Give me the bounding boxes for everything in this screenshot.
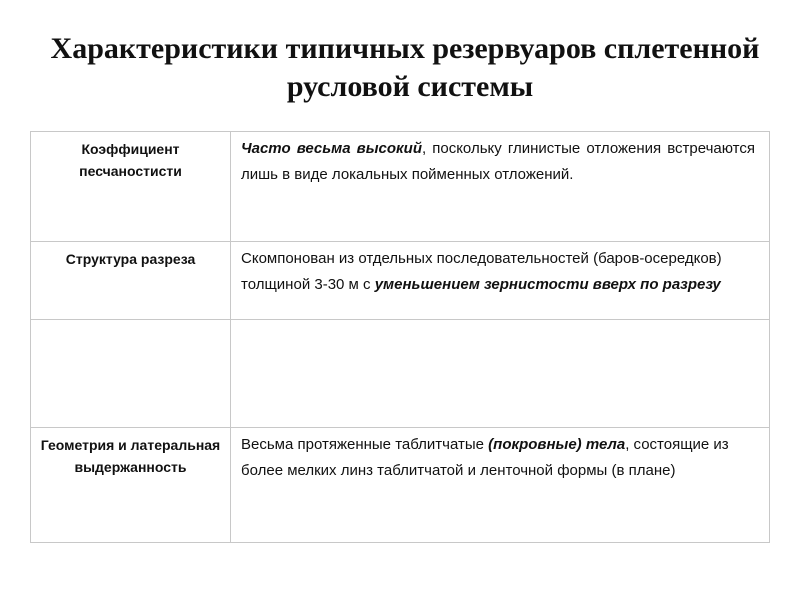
title-line-1: Характеристики типичных резервуаров сплетенной [50,32,760,65]
title-line-2: русловой системы [286,70,534,103]
description-text: Скомпонован из отдельных последовательностей (баров-осередков) толщиной 3-30 м с [241,250,722,293]
row-description [231,320,769,324]
row-label-cell [31,428,231,543]
row-description-cell [231,132,770,242]
table-row [31,428,770,543]
row-label: Коэффициент песчаностисти [79,141,182,179]
description-text: , поскольку глинистые отложения встречаются лишь в виде локальных пойменных отложений. [241,140,755,183]
row-description-cell [231,242,770,320]
row-label [31,320,230,326]
emphasis-text: Часто весьма высокий [241,140,422,157]
emphasis-text: (покровные) тела [488,436,626,453]
row-description-cell [231,320,770,428]
row-label: Геометрия и латеральная выдержанность [40,437,221,475]
row-label-cell [31,132,231,242]
row-description [231,132,769,188]
row-label-cell [31,242,231,320]
description-text: , состоящие из более мелких линз таблитчатой и ленточной формы (в плане) [241,436,729,479]
emphasis-text: уменьшением зернистости вверх по разрезу [374,276,721,293]
row-description-cell [231,428,770,543]
table-row [31,320,770,428]
row-label-cell [31,320,231,428]
table-row [31,132,770,242]
row-description [231,428,769,484]
page-title [0,30,800,106]
description-text: Весьма протяженные таблитчатые [241,436,489,453]
row-description [231,242,769,298]
row-label: Структура разреза [65,251,196,267]
properties-table [30,131,770,543]
table-row [31,242,770,320]
